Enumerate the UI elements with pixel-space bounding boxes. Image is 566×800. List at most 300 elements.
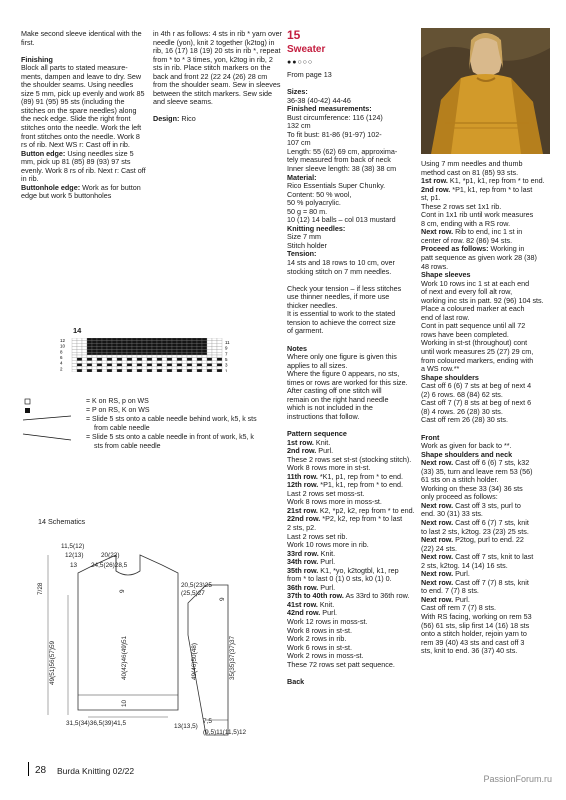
legend-symbols [21, 398, 81, 458]
chart-cell [147, 338, 152, 341]
instruction-line-text: Cont in 1x1 rib until work measures [421, 210, 534, 220]
sequence-line-text: Knit. [318, 548, 336, 558]
chart-cell [82, 347, 87, 350]
chart-cell [97, 355, 102, 358]
instruction-line-text: onto a stitch holder, rejoin yarn to [421, 629, 527, 639]
sequence-line-text: K2, *p2, k2, rep from * to end. [317, 505, 415, 515]
chart-cell [202, 341, 207, 344]
chart-cell [187, 344, 192, 347]
body-outline [78, 555, 178, 710]
sequence-line-text: Purl. [320, 608, 338, 618]
chart-cell [97, 344, 102, 347]
chart-cell [207, 341, 212, 344]
instructions-list [421, 160, 547, 656]
purl-symbol [25, 408, 30, 413]
buttonhole-heading: Buttonhole edge: [21, 182, 81, 192]
chart-cell [142, 347, 147, 350]
tension-line: 14 sts and 18 rows to 10 cm, over [287, 258, 395, 268]
chart-cell [217, 347, 222, 350]
chart-cell [72, 366, 77, 369]
chart-cell [162, 341, 167, 344]
chart-cell [167, 352, 172, 355]
instruction-line-label: Next row. [421, 577, 454, 587]
instruction-line [421, 647, 547, 656]
sequence-line-label: 33rd row. [287, 548, 319, 558]
chart-cell [172, 355, 177, 358]
chart-cell [132, 344, 137, 347]
chart-cell [77, 361, 82, 364]
chart-cell [202, 347, 207, 350]
chart-cell [217, 369, 222, 372]
sequence-line-text: Work 8 rows in st-st. [287, 625, 352, 635]
chart-cell [157, 366, 162, 369]
chart-cell [162, 361, 167, 364]
cable-front-symbol [23, 434, 71, 440]
chart-cell [162, 344, 167, 347]
schematics-drawing [28, 535, 253, 740]
chart-cell [112, 364, 117, 367]
check-line: tension to achieve the correct size [287, 317, 396, 327]
chart-cell [102, 358, 107, 361]
chart-cell [152, 338, 157, 341]
instruction-line-text: Cast off 6 (7) 7 sts, knit [453, 517, 529, 527]
chart-cell [92, 369, 97, 372]
chart-cell [127, 364, 132, 367]
chart-cell [192, 347, 197, 350]
chart-cell [137, 364, 142, 367]
chart-cell [162, 355, 167, 358]
chart-cell [147, 369, 152, 372]
chart-cell [107, 361, 112, 364]
chart-cell [202, 352, 207, 355]
sequence-line-label: 11th row. [287, 471, 318, 481]
finished-line: Inner sleeve length: 38 (38) 38 cm [287, 164, 397, 174]
chart-cell [167, 338, 172, 341]
chart-cell [122, 355, 127, 358]
chart-cell [142, 369, 147, 372]
instruction-line-text: Cast off 7 sts, knit to last [453, 552, 534, 562]
chart-cell [87, 352, 92, 355]
check-line: Check your tension – if less stitches [287, 283, 402, 293]
instruction-line-text: end. 30 (31) 33 sts. [421, 509, 483, 519]
instruction-line-text: (33) 35, turn and leave rem 53 (56) [421, 466, 533, 476]
chart-cell [182, 364, 187, 367]
chart-cell [102, 349, 107, 352]
chart-cell [137, 355, 142, 358]
chart-cell [127, 366, 132, 369]
chart-cell [197, 349, 202, 352]
instruction-line-text: K1, *p1, k1, rep from * to end. [447, 176, 545, 186]
chart-cell [122, 358, 127, 361]
dim-label: 24,5(26)28,5 [91, 562, 128, 569]
chart-cell [137, 341, 142, 344]
chart-cell [77, 366, 82, 369]
instruction-line-text: (2) 6 rows. 68 (84) 62 sts. [421, 389, 503, 399]
chart-cell [157, 349, 162, 352]
instruction-line-text: Cont in patt sequence until all 72 [421, 321, 526, 331]
chart-cell [207, 352, 212, 355]
notes-line: remain on the right hand needle [287, 394, 389, 404]
chart-cell [192, 364, 197, 367]
chart-cell [152, 366, 157, 369]
instruction-line-text: P2tog, purl to end. 22 [453, 535, 524, 545]
pattern-title: Sweater [287, 44, 326, 55]
finished-line: tely measured from back of neck [287, 155, 391, 165]
chart-cell [87, 349, 92, 352]
chart-cell [82, 355, 87, 358]
chart-cell [107, 338, 112, 341]
chart-cell [127, 361, 132, 364]
chart-cell [207, 358, 212, 361]
sequence-line-text: Work 8 rows more in st-st. [287, 463, 371, 473]
chart-cell [122, 341, 127, 344]
chart-cell [157, 358, 162, 361]
chart-cell [112, 361, 117, 364]
chart-cell [217, 352, 222, 355]
chart-cell [207, 369, 212, 372]
chart-cell [147, 361, 152, 364]
chart-cell [117, 349, 122, 352]
dim-label: 9 [219, 597, 226, 601]
page-number: 28 [35, 765, 47, 776]
chart-cell [177, 366, 182, 369]
watermark: PassionForum.ru [483, 774, 552, 784]
needles-list [287, 233, 415, 250]
instruction-line-text: 2 sts, k2tog. 14 (14) 16 sts. [421, 560, 508, 570]
chart-cell [182, 344, 187, 347]
chart-cell [167, 344, 172, 347]
chart-cell [162, 352, 167, 355]
buttonhole-continued: in 4th r as follows: 4 sts in rib * yarn over needle (yon), knit 2 together (k2tog) in rib, 16 (17) 18 (19) 20 sts in rib *, repeat from * to * 3 times, yon, k2tog in rib, 2 sts in rib. Place stitch markers on the back and front 22 (22 24 (26) 28 cm from the shoulder seam. Sew in sleeves between the stitch markers. Sew side and sleeve seams. [153, 29, 283, 107]
tension-line: stocking stitch on 7 mm needles. [287, 266, 392, 276]
instruction-line-text: *P1, k1, rep from * to last [450, 184, 533, 194]
chart-cell [102, 344, 107, 347]
chart-cell [162, 358, 167, 361]
sequence-line-text: These 72 rows set patt sequence. [287, 659, 395, 669]
chart-cell [112, 341, 117, 344]
publication-title: Burda Knitting [57, 766, 111, 776]
needles-line: Size 7 mm [287, 232, 321, 242]
chart-row-label: 12 [60, 338, 66, 343]
sequence-line-text: Purl. [318, 582, 336, 592]
chart-cell [162, 366, 167, 369]
material-line: 50 % polyacrylic. [287, 198, 341, 208]
chart-cell [172, 364, 177, 367]
column-1 [21, 30, 146, 201]
chart-cell [207, 349, 212, 352]
chart-cell [72, 364, 77, 367]
chart-cell [172, 344, 177, 347]
chart-cell [157, 338, 162, 341]
chart-cell [172, 352, 177, 355]
instruction-line-text: Cast off rem 7 (7) 8 sts. [421, 603, 496, 613]
chart-cell [102, 352, 107, 355]
material-line: 10 (12) 14 balls – col 013 mustard [287, 215, 396, 225]
chart-cell [82, 369, 87, 372]
chart-cell [112, 369, 117, 372]
chart-cell [182, 349, 187, 352]
tension-heading: Tension: [287, 249, 317, 259]
chart-cell [142, 358, 147, 361]
instruction-line-text: Purl. [453, 569, 470, 579]
chart-cell [122, 369, 127, 372]
sequence-line-label: 21st row. [287, 505, 318, 515]
instruction-line-text: end of last row. [421, 312, 470, 322]
chart-cell [167, 364, 172, 367]
chart-cell [207, 355, 212, 358]
chart-cell [187, 358, 192, 361]
chart-cell [127, 352, 132, 355]
chart-cell [217, 366, 222, 369]
chart-cell [122, 349, 127, 352]
chart-cell [92, 347, 97, 350]
sequence-line-text: Knit. [313, 437, 331, 447]
chart-cell [102, 364, 107, 367]
chart-cell [187, 364, 192, 367]
chart-cell [87, 347, 92, 350]
chart-cell [157, 352, 162, 355]
dim-label: (9,5)11(11,5)12 [203, 729, 247, 736]
finished-line: Length: 55 (62) 69 cm, approxima- [287, 146, 398, 156]
chart-cell [172, 361, 177, 364]
chart-cell [137, 369, 142, 372]
notes-line: After casting off one stitch will [287, 386, 382, 396]
chart-cell [122, 352, 127, 355]
chart-cell [72, 349, 77, 352]
chart-cell [82, 366, 87, 369]
chart-cell [182, 358, 187, 361]
chart-cell [202, 355, 207, 358]
chart-cell [112, 344, 117, 347]
instruction-line [421, 416, 547, 425]
chart-cell [152, 369, 157, 372]
instruction-line-text: 8 cm, ending with a RS row. [421, 218, 511, 228]
instruction-line-text: Cast off rem 26 (28) 30 sts. [421, 415, 508, 425]
chart-cell [137, 361, 142, 364]
footer-divider [28, 762, 29, 776]
material-line: Content: 50 % wool, [287, 189, 352, 199]
chart-cell [97, 369, 102, 372]
chart-cell [77, 338, 82, 341]
chart-row-label: 8 [60, 349, 63, 355]
finished-heading: Finished measurements: [287, 104, 372, 114]
instruction-line-label: 2nd row. [421, 184, 451, 194]
chart-cell [112, 352, 117, 355]
chart-cell [132, 366, 137, 369]
chart-row-label: 2 [60, 366, 63, 372]
chart-cell [212, 347, 217, 350]
chart-cell [187, 338, 192, 341]
chart-cell [202, 349, 207, 352]
chart-cell [207, 366, 212, 369]
finishing-heading: Finishing [21, 54, 53, 64]
chart-cell [157, 361, 162, 364]
chart-cell [82, 341, 87, 344]
chart-cell [132, 347, 137, 350]
chart-cell [177, 341, 182, 344]
chart-cell [197, 338, 202, 341]
chart-cell [147, 341, 152, 344]
dim-label: 13 [70, 562, 78, 569]
instruction-line-text: Work 10 rows inc 1 st at each end [421, 278, 530, 288]
chart-cell [217, 355, 222, 358]
check-list [287, 285, 415, 336]
chart-cell [87, 358, 92, 361]
chart-cell [132, 349, 137, 352]
chart-cell [147, 352, 152, 355]
sizes-value: 36-38 (40-42) 44-46 [287, 95, 351, 105]
sequence-line-label: 12th row. [287, 480, 319, 490]
chart-cell [147, 358, 152, 361]
chart-cell [157, 369, 162, 372]
chart-cell [107, 369, 112, 372]
instruction-line-label: Next row. [421, 517, 454, 527]
chart-cell [167, 349, 172, 352]
dim-label: 49(46)50(48) [191, 643, 198, 680]
chart-row-label: 10 [60, 343, 66, 349]
chart-cell [102, 355, 107, 358]
chart-cell [117, 347, 122, 350]
instruction-line-text: Cast off 7 (7) 8 sts at beg of next 6 [421, 398, 532, 408]
sizes-heading: Sizes: [287, 87, 308, 97]
legend-purl: = P on RS, K on WS [86, 407, 150, 414]
chart-cell [82, 358, 87, 361]
chart-cell [117, 358, 122, 361]
needles-heading: Knitting needles: [287, 223, 346, 233]
sequence-heading: Pattern sequence [287, 428, 347, 438]
chart-cell [197, 361, 202, 364]
sequence-line-text: Work 8 rows more in moss-st. [287, 497, 382, 507]
chart-cell [217, 349, 222, 352]
chart-cell [117, 344, 122, 347]
instruction-line-text: working inc sts in patt. 92 (96) 104 sts. [421, 295, 544, 305]
instruction-line-label: Proceed as follows: [421, 244, 489, 254]
chart-cell [112, 358, 117, 361]
chart-cell [182, 366, 187, 369]
notes-line: Where only one figure is given this [287, 352, 397, 362]
chart-cell [72, 358, 77, 361]
chart-cell [177, 355, 182, 358]
chart-cell [192, 361, 197, 364]
chart-cell [197, 366, 202, 369]
chart-cell [97, 364, 102, 367]
dim-label: 31,5(34)36,5(39)41,5 [66, 720, 127, 727]
instruction-line-label: Next row. [421, 594, 454, 604]
chart-cell [137, 352, 142, 355]
chart-cell [217, 341, 222, 344]
dim-label: 20(22) [101, 552, 120, 559]
sequence-line-text: Work 6 rows in st-st. [287, 642, 352, 652]
sequence-line-text: *K1, p1, rep from * to end. [317, 471, 403, 481]
sweater-photo [421, 28, 550, 154]
chart-cell [132, 364, 137, 367]
chart-cell [212, 358, 217, 361]
chart-number: 14 [73, 326, 82, 335]
sequence-line-label: 2nd row. [287, 446, 317, 456]
chart-cell [72, 361, 77, 364]
sequence-line-label: 36th row. [287, 582, 319, 592]
pattern-number: 15 [287, 28, 301, 42]
sequence-line-text: K1, *yo, k2togtbl, k1, rep [318, 565, 399, 575]
chart-cell [142, 366, 147, 369]
chart-cell [202, 364, 207, 367]
design-name: Rico [181, 114, 196, 124]
sequence-line-text: 2 sts, p2. [287, 522, 317, 532]
chart-cell [152, 355, 157, 358]
chart-cell [132, 358, 137, 361]
chart-cell [107, 341, 112, 344]
instruction-line-label: Next row. [421, 227, 454, 237]
tension-list [287, 259, 415, 276]
chart-cell [147, 364, 152, 367]
dim-label: 40(42)46(49)51 [121, 635, 128, 680]
instruction-line-text: Cast off 6 (6) 7 sts, k32 [453, 458, 530, 468]
design-heading: Design: [153, 114, 180, 124]
instruction-line-text: sts, knit to end. 36 (37) 40 sts. [421, 646, 518, 656]
chart-cell [107, 355, 112, 358]
notes-line: which is not included in the [287, 403, 373, 413]
chart-cell [92, 366, 97, 369]
chart-cell [202, 338, 207, 341]
chart-cell [187, 361, 192, 364]
instruction-line-text: to last 2 sts, k2tog. 23 (23) 25 sts. [421, 526, 529, 536]
chart-cell [152, 358, 157, 361]
chart-cell [147, 349, 152, 352]
chart-cell [127, 355, 132, 358]
chart-cell [177, 364, 182, 367]
sequence-line-label: 1st row. [287, 437, 314, 447]
chart-cell [142, 338, 147, 341]
instruction-line-text: Using 7 mm needles and thumb [421, 159, 523, 168]
chart-cell [167, 369, 172, 372]
legend-knit: = K on RS, p on WS [86, 398, 149, 405]
dim-label: 9 [119, 589, 126, 593]
chart-cell [102, 341, 107, 344]
chart-cell [142, 364, 147, 367]
chart-cell [157, 341, 162, 344]
instruction-line-text: Purl. [453, 594, 470, 604]
chart-cell [97, 352, 102, 355]
chart-cell [157, 344, 162, 347]
chart-cell [187, 349, 192, 352]
chart-cell [77, 347, 82, 350]
chart-cell [107, 366, 112, 369]
chart-cell [77, 364, 82, 367]
chart-cell [117, 361, 122, 364]
dim-label: 11,5(12) [61, 543, 85, 550]
chart-cell [177, 361, 182, 364]
chart-cell [177, 352, 182, 355]
chart-cell [212, 352, 217, 355]
chart-cell [192, 338, 197, 341]
button-edge-text: Using needles size 5 mm, pick up 81 (85) 89 (93) 97 sts evenly. Work 8 rs of rib. Next r: Cast off in rib. [21, 148, 146, 184]
chart-cell [212, 355, 217, 358]
chart-cell [122, 344, 127, 347]
instruction-line-text: rows have been completed. [421, 329, 509, 339]
stitch-chart [60, 338, 240, 372]
sequence-line-text: Knit. [317, 599, 335, 609]
instruction-line-text: Working in [488, 244, 525, 254]
chart-cell [77, 358, 82, 361]
sequence-line-text: Work 2 rows in rib. [287, 634, 347, 644]
chart-cell [127, 369, 132, 372]
chart-cell [122, 361, 127, 364]
check-line: use thinner needles, if more use [287, 292, 390, 302]
chart-cell [122, 366, 127, 369]
chart-cell [182, 338, 187, 341]
legend-cable-back: = Slide 5 sts onto a cable needle behind work, k5, k sts [86, 416, 257, 423]
instruction-line-text: rem 39 (40) 43 sts and cast off 3 [421, 637, 525, 647]
